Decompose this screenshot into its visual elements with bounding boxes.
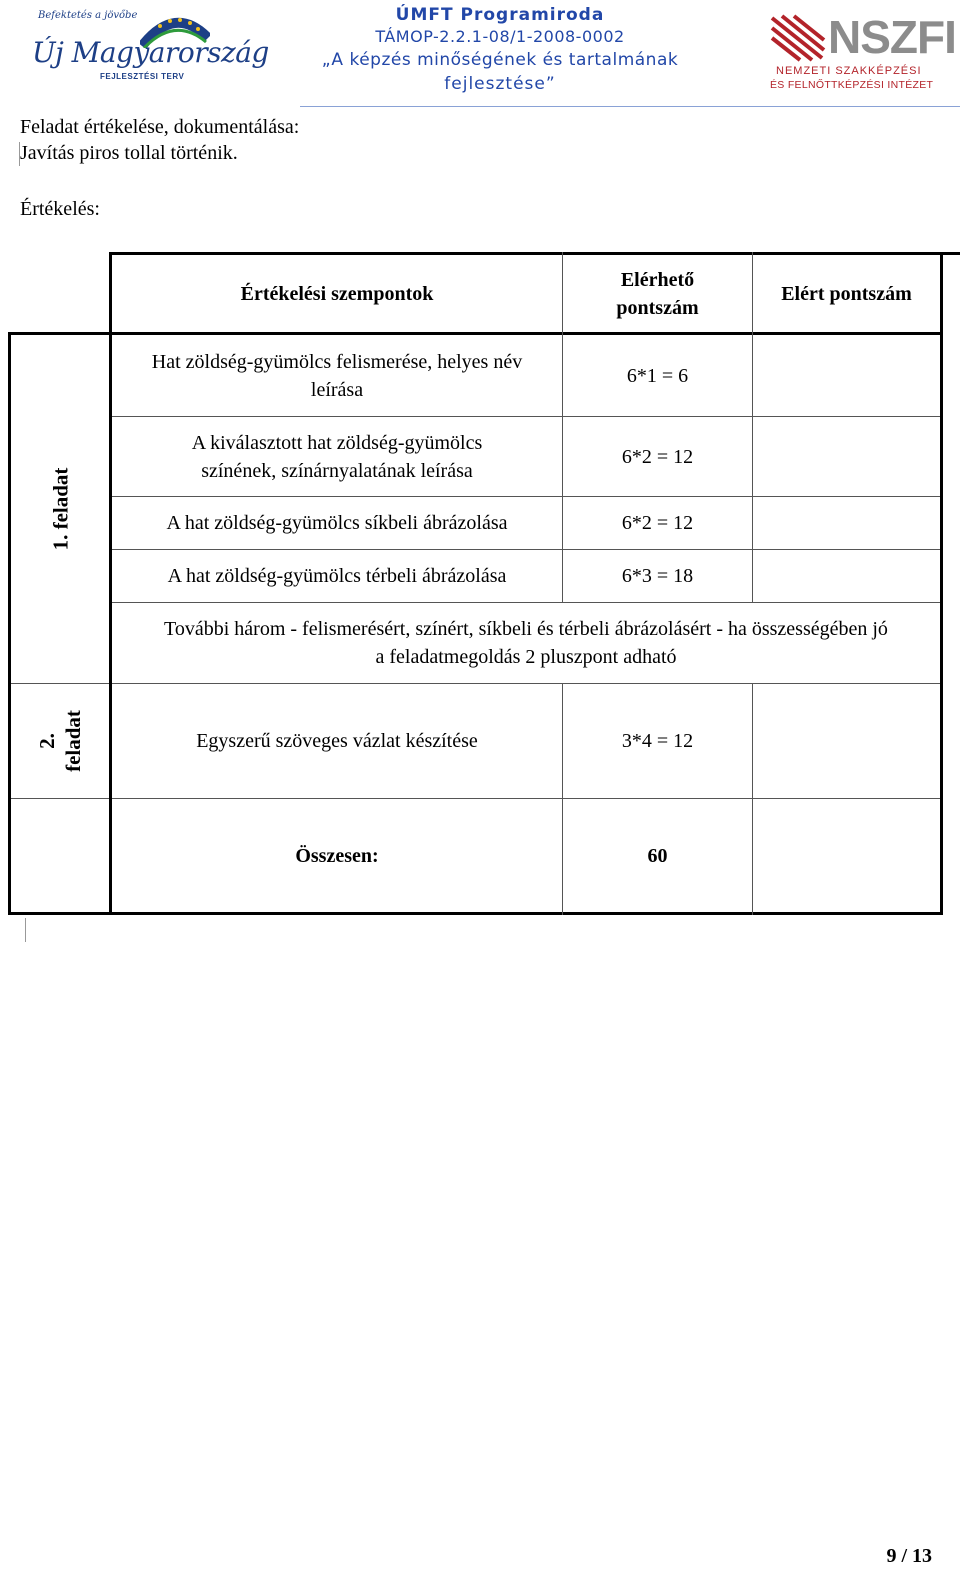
logo-slogan: Befektetés a jövőbe bbox=[38, 10, 138, 21]
task2-criterion-1: Egyszerű szöveges vázlat készítése bbox=[196, 730, 478, 752]
header-criteria: Értékelési szempontok bbox=[240, 282, 434, 305]
nszfi-subtitle-1: NEMZETI SZAKKÉPZÉSI bbox=[776, 65, 922, 77]
header-available-points: Elérhető pontszám bbox=[616, 268, 699, 319]
evaluation-heading: Értékelés: bbox=[20, 198, 100, 220]
task1-criterion-1: Hat zöldség-gyümölcs felismerése, helyes név leírása bbox=[151, 350, 523, 401]
task1-points-2: 6*2 = 12 bbox=[621, 445, 694, 468]
nszfi-stripes-icon bbox=[770, 12, 826, 62]
nszfi-subtitle-2: ÉS FELNŐTTKÉPZÉSI INTÉZET bbox=[770, 79, 934, 91]
total-achieved bbox=[753, 799, 940, 912]
header-achieved-points: Elért pontszám bbox=[781, 282, 912, 305]
task1-bonus-note: További három - felismerésért, színért, síkbeli és térbeli ábrázolásért - ha összességében jó a feladatmegoldás 2 pluszpont adható bbox=[164, 618, 888, 668]
header-line-2: TÁMOP-2.2.1-08/1-2008-0002 bbox=[375, 27, 625, 46]
task2-label-line2: feladat bbox=[60, 710, 85, 772]
task2-achieved-1 bbox=[753, 684, 940, 798]
margin-mark-bottom bbox=[25, 918, 26, 942]
page-header bbox=[0, 0, 960, 110]
header-line-4: fejlesztése” bbox=[444, 74, 556, 94]
margin-mark bbox=[19, 142, 20, 166]
task1-label: 1. feladat bbox=[47, 467, 72, 551]
header-divider bbox=[300, 106, 960, 107]
evaluation-doc-line: Feladat értékelése, dokumentálása: bbox=[20, 116, 300, 138]
task1-label-cell bbox=[11, 335, 109, 683]
task1-criterion-2: A kiválasztott hat zöldség-gyümölcs színének, színárnyalatának leírása bbox=[191, 431, 483, 482]
task1-achieved-2 bbox=[753, 417, 940, 496]
task1-achieved-4 bbox=[753, 550, 940, 602]
logo-plan: FEJLESZTÉSI TERV bbox=[100, 72, 185, 81]
page-number: 9 / 13 bbox=[886, 1545, 932, 1567]
correction-note: Javítás piros tollal történik. bbox=[20, 142, 238, 164]
total-label: Összesen: bbox=[295, 844, 379, 867]
task1-achieved-1 bbox=[753, 335, 940, 416]
task1-criterion-4: A hat zöldség-gyümölcs térbeli ábrázolása bbox=[167, 565, 507, 587]
task1-achieved-3 bbox=[753, 497, 940, 549]
task1-points-3: 6*2 = 12 bbox=[621, 512, 694, 534]
header-line-1: ÚMFT Programiroda bbox=[395, 5, 605, 25]
task1-criterion-3: A hat zöldség-gyümölcs síkbeli ábrázolása bbox=[166, 512, 508, 534]
nszfi-name: NSZFI bbox=[828, 11, 956, 63]
program-office-header bbox=[300, 4, 700, 96]
task2-label-cell bbox=[11, 684, 109, 798]
task1-points-1: 6*1 = 6 bbox=[626, 364, 689, 387]
task1-points-4: 6*3 = 18 bbox=[621, 565, 694, 587]
total-value: 60 bbox=[647, 844, 668, 867]
header-line-3: „A képzés minőségének és tartalmának bbox=[321, 50, 679, 70]
logo-name: Új Magyarország bbox=[32, 36, 269, 69]
task2-points-1: 3*4 = 12 bbox=[621, 730, 694, 752]
task2-label bbox=[34, 710, 86, 772]
task2-label-line1: 2. bbox=[34, 733, 59, 749]
uj-magyarorszag-logo bbox=[30, 8, 269, 88]
nszfi-logo bbox=[770, 11, 960, 91]
